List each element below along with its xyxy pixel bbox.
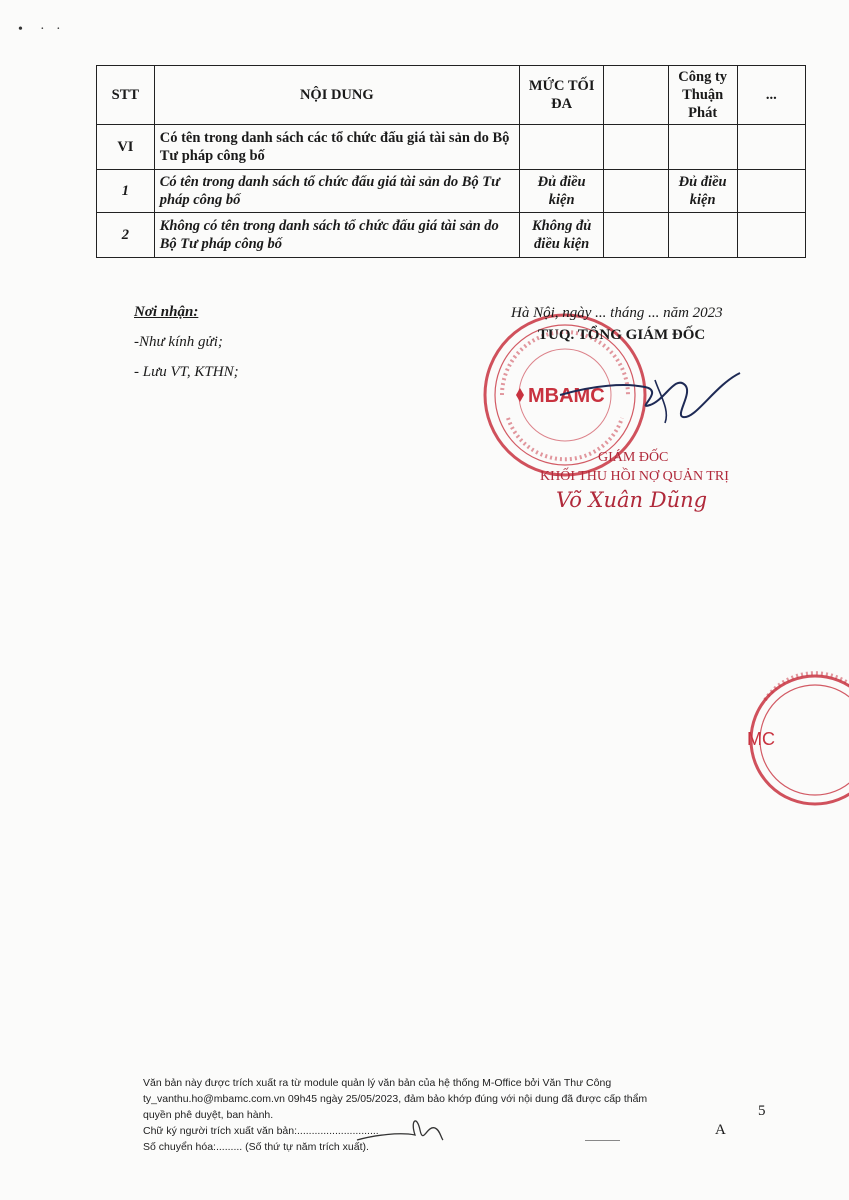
page-number: 5 [758, 1103, 766, 1119]
scan-speck: · [56, 22, 61, 37]
cell-noi-dung: Có tên trong danh sách các tổ chức đấu giá tài sản do Bộ Tư pháp công bố [154, 125, 519, 170]
cell-muc-toi-da: Không đủ điều kiện [519, 213, 604, 258]
cell-muc-toi-da [519, 125, 604, 170]
footer-line: quyền phê duyệt, ban hành. [143, 1109, 274, 1121]
header-blank [604, 66, 668, 125]
divider [585, 1140, 620, 1141]
cell-more [737, 213, 805, 258]
cell-more [737, 125, 805, 170]
authority-title: TUQ. TỔNG GIÁM ĐỐC [538, 327, 706, 343]
cell-noi-dung: Có tên trong danh sách tổ chức đấu giá tài sản do Bộ Tư pháp công bố [154, 170, 519, 213]
footer-line: Văn bản này được trích xuất ra từ module quản lý văn bản của hệ thống M-Office bởi Văn Thư Công [143, 1077, 612, 1089]
table-row [97, 125, 806, 170]
recipient-item: -Như kính gửi; [134, 334, 223, 350]
scan-speck: · [40, 22, 45, 37]
cell-more [737, 170, 805, 213]
header-noi-dung: NỘI DUNG [154, 66, 519, 125]
footer-line: Chữ ký người trích xuất văn bản:............................ [143, 1125, 379, 1137]
footer-line: ty_vanthu.ho@mbamc.com.vn 09h45 ngày 25/05/2023, đảm bảo khớp đúng với nội dung đã được cấp thẩm [143, 1093, 648, 1105]
header-muc-toi-da: MỨC TỐI ĐA [519, 66, 604, 125]
table-header-row [97, 66, 806, 125]
page-letter: A [715, 1122, 726, 1138]
recipient-item: - Lưu VT, KTHN; [134, 364, 239, 380]
recipients-title: Nơi nhận: [134, 304, 199, 320]
criteria-table [96, 65, 806, 258]
table-row [97, 170, 806, 213]
place-date: Hà Nội, ngày ... tháng ... năm 2023 [511, 305, 723, 321]
handwritten-signature [555, 365, 745, 425]
stamp-label: MBAMC [528, 385, 605, 407]
signature-block [480, 305, 770, 535]
cell-noi-dung: Không có tên trong danh sách tổ chức đấu giá tài sản do Bộ Tư pháp công bố [154, 213, 519, 258]
header-more: ... [737, 66, 805, 125]
header-stt: STT [97, 66, 155, 125]
header-cong-ty: Công ty Thuận Phát [668, 66, 737, 125]
footer-line: Số chuyển hóa:......... (Số thứ tự năm trích xuất). [143, 1141, 369, 1153]
cell-blank [604, 125, 668, 170]
cell-blank [604, 213, 668, 258]
position-title: GIÁM ĐỐC [598, 450, 669, 465]
cell-stt: 2 [97, 213, 155, 258]
cell-blank [604, 170, 668, 213]
edge-seal-icon [735, 670, 849, 810]
edge-stamp-label: MC [747, 729, 775, 749]
cell-stt: 1 [97, 170, 155, 213]
cell-cong-ty [668, 125, 737, 170]
cell-cong-ty: Đủ điều kiện [668, 170, 737, 213]
scan-speck: • [18, 22, 23, 37]
cell-muc-toi-da: Đủ điều kiện [519, 170, 604, 213]
table-row [97, 213, 806, 258]
extractor-signature [355, 1110, 445, 1150]
recipients-block [134, 297, 239, 387]
signer-name: Võ Xuân Dũng [556, 488, 708, 512]
cell-cong-ty [668, 213, 737, 258]
department-name: KHỐI THU HỒI NỢ QUẢN TRỊ [540, 469, 729, 484]
cell-stt: VI [97, 125, 155, 170]
criteria-table-grid [96, 65, 806, 258]
